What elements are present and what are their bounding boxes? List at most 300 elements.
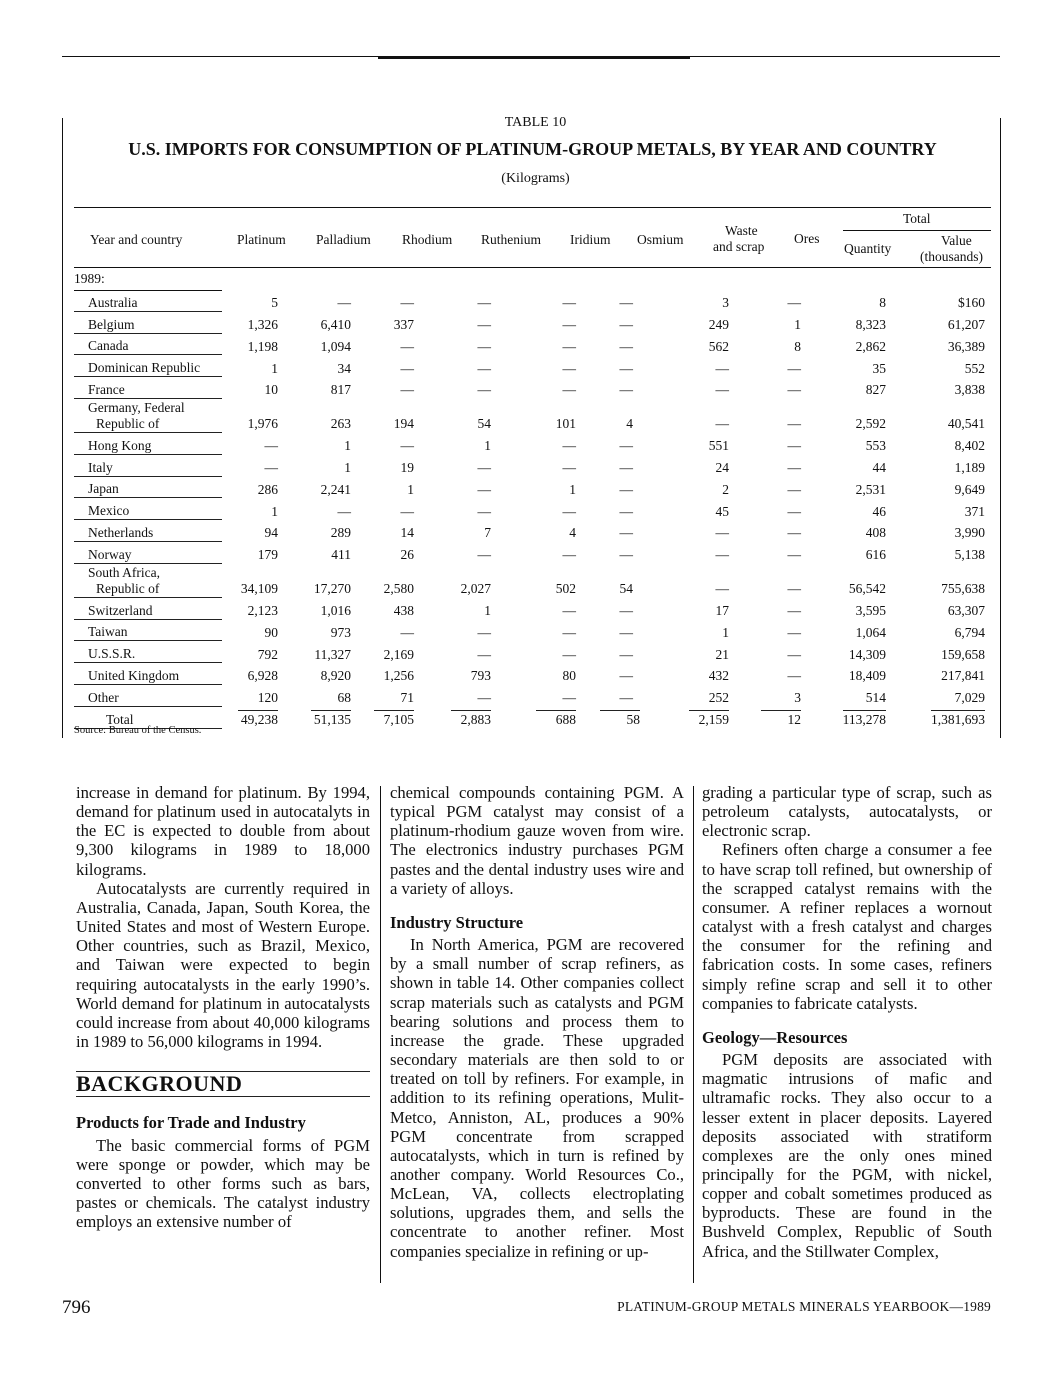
cell-palladium [288,333,371,355]
country-name-line: Canada [88,338,129,354]
cell-value: 36,389 [947,338,985,354]
country-name-line-2: Republic of [96,415,160,431]
cell-rhodium [371,563,442,597]
cell-osmium [600,520,671,542]
heading-industry-structure: Industry Structure [390,912,524,932]
cell-value: 2,123 [247,603,278,619]
cell-total-value [902,541,991,563]
cell-value: — [264,460,278,476]
cell-iridium [525,597,600,619]
header-value: Value [941,233,972,248]
cell-ruthenium [442,563,525,597]
table-row [74,684,991,706]
cell-ores [755,398,811,432]
cell-value: 45 [715,503,729,519]
cell-ruthenium [442,520,525,542]
cell-ores [755,333,811,355]
cell-value: 5 [271,295,278,311]
cell-waste-scrap [671,377,755,399]
cell-rhodium [371,398,442,432]
cell-value: — [619,317,633,333]
cell-total-quantity [811,541,902,563]
cell-value: 1,064 [855,624,886,640]
cell-value: — [787,668,801,684]
cell-value: 263 [330,416,351,432]
table-total-row [74,706,991,728]
cell-rhodium [371,520,442,542]
country-name-line: Italy [88,459,113,475]
cell-total-value [902,663,991,685]
cell-rhodium [371,476,442,498]
cell-value: 551 [708,438,729,454]
cell-platinum [222,333,288,355]
cell-value: — [787,624,801,640]
cell-ruthenium [442,663,525,685]
cell-osmium [600,476,671,498]
cell-palladium [288,541,371,563]
cell-ores [755,706,811,728]
cell-total-value [902,684,991,706]
cell-value: 411 [331,547,351,563]
cell-value: 792 [257,646,278,662]
cell-value: — [787,481,801,497]
cell-iridium [525,663,600,685]
table-row [74,541,991,563]
cell-value: — [400,438,414,454]
table-title: U.S. IMPORTS FOR CONSUMPTION OF PLATINUM-GROUP METALS, BY YEAR AND COUNTRY [128,139,937,159]
cell-ores [755,597,811,619]
table-row [74,619,991,641]
cell-ruthenium [442,398,525,432]
header-and-scrap: and scrap [713,239,765,254]
cell-value: — [477,690,491,706]
cell-ruthenium [442,290,525,311]
table-row [74,377,991,399]
cell-palladium [288,311,371,333]
cell-value: 7,029 [954,690,985,706]
cell-value: 6,794 [954,624,985,640]
cell-palladium [288,476,371,498]
cell-value: 1,326 [247,317,278,333]
cell-value: 1 [271,360,278,376]
cell-value: 44 [872,460,886,476]
cell-osmium [600,541,671,563]
cell-waste-scrap [671,398,755,432]
col2-paragraph-1: chemical compounds containing PGM. A typical PGM catalyst may consist of a platinum-rhodium gauze woven from wire. The electronics industry purchases PGM pastes and the dental industry uses wire and a variety of alloys. [390,783,684,898]
cell-osmium [600,290,671,311]
cell-total-quantity [811,520,902,542]
cell-total-quantity [811,563,902,597]
cell-rhodium [371,684,442,706]
cell-ruthenium [442,541,525,563]
country-name-line: Mexico [88,503,130,519]
cell-value: 34,109 [240,581,278,597]
cell-platinum [222,663,288,685]
cell-value: 553 [865,438,886,454]
cell-value: 2,862 [855,338,886,354]
cell-platinum [222,541,288,563]
cell-value: — [619,690,633,706]
cell-value: 562 [708,338,729,354]
cell-palladium [288,619,371,641]
cell-value: — [619,624,633,640]
table-row [74,333,991,355]
cell-value: 2,580 [383,581,414,597]
cell-ores [755,541,811,563]
cell-value: 19 [400,460,414,476]
row-country-name [74,684,222,706]
cell-value: 8 [879,295,886,311]
cell-value: — [619,525,633,541]
total-span-rule [843,230,991,231]
cell-value: 688 [536,710,576,728]
table-unit: (Kilograms) [501,171,570,186]
cell-palladium [288,563,371,597]
cell-iridium [525,619,600,641]
cell-osmium [600,377,671,399]
cell-value: — [562,438,576,454]
cell-palladium [288,520,371,542]
cell-platinum [222,355,288,377]
cell-waste-scrap [671,663,755,685]
cell-total-quantity [811,454,902,476]
cell-ruthenium [442,706,525,728]
col1-paragraph-2: Autocatalysts are currently required in Australia, Canada, Japan, South Korea, the United States and most of Western Europe. Other countries, such as Brazil, Mexico, and Taiwan were expected to begin requiring autocatalysts in the early 1990’s. World demand for platinum in autocatalysts could increase from about 40,000 kilograms in 1989 to 56,000 kilograms in 1994. [76,878,370,1052]
cell-value: — [562,603,576,619]
cell-value: 8,402 [954,438,985,454]
header-platinum: Platinum [237,232,286,247]
country-name-line: Dominican Republic [88,360,201,376]
row-country-name [74,520,222,542]
cell-value: 1 [722,624,729,640]
cell-iridium [525,476,600,498]
cell-ruthenium [442,454,525,476]
cell-value: 1,189 [954,460,985,476]
cell-value: — [619,360,633,376]
cell-rhodium [371,432,442,454]
cell-value: — [715,581,729,597]
cell-ruthenium [442,597,525,619]
cell-total-quantity [811,476,902,498]
cell-value: — [477,295,491,311]
cell-value: — [477,481,491,497]
cell-rhodium [371,454,442,476]
cell-iridium [525,355,600,377]
country-name-line: United Kingdom [88,667,180,683]
cell-iridium [525,641,600,663]
cell-value: 1,094 [320,338,351,354]
header-iridium: Iridium [570,232,611,247]
cell-value: 40,541 [947,416,985,432]
cell-rhodium [371,641,442,663]
cell-value: 34 [337,360,351,376]
header-ores: Ores [794,231,820,246]
cell-value: — [400,503,414,519]
cell-ruthenium [442,355,525,377]
cell-waste-scrap [671,432,755,454]
cell-value: — [477,460,491,476]
cell-waste-scrap [671,597,755,619]
cell-value: 289 [330,525,351,541]
cell-value: 159,658 [941,646,985,662]
cell-total-quantity [811,684,902,706]
cell-value: — [787,416,801,432]
table-row [74,498,991,520]
cell-value: 973 [330,624,351,640]
top-rule-thick [378,56,690,59]
cell-value: — [477,382,491,398]
country-name-line: France [88,381,125,397]
cell-osmium [600,706,671,728]
cell-value: 217,841 [941,668,985,684]
cell-palladium [288,355,371,377]
cell-value: 1,976 [247,416,278,432]
cell-ores [755,641,811,663]
cell-iridium [525,454,600,476]
cell-palladium [288,377,371,399]
cell-value: 2,883 [451,710,491,728]
cell-value: — [619,547,633,563]
cell-platinum [222,432,288,454]
cell-value: 827 [865,382,886,398]
cell-platinum [222,563,288,597]
cell-total-value [902,563,991,597]
cell-value: — [787,503,801,519]
cell-value: — [787,460,801,476]
cell-value: — [477,317,491,333]
cell-value: — [715,525,729,541]
cell-value: 194 [393,416,414,432]
cell-total-value [902,355,991,377]
row-country-name [74,663,222,685]
cell-waste-scrap [671,706,755,728]
table-row [74,311,991,333]
cell-value: 1 [484,438,491,454]
cell-value: 502 [555,581,576,597]
cell-osmium [600,454,671,476]
cell-palladium [288,641,371,663]
cell-value: 71 [400,690,414,706]
cell-rhodium [371,355,442,377]
cell-value: 3 [794,690,801,706]
cell-ruthenium [442,684,525,706]
cell-value: 817 [330,382,351,398]
country-name-line: Netherlands [88,524,154,540]
cell-osmium [600,333,671,355]
cell-value: — [619,438,633,454]
cell-value: 4 [569,525,576,541]
cell-value: 68 [337,690,351,706]
cell-value: — [562,338,576,354]
cell-value: 51,135 [311,710,351,728]
cell-value: — [715,382,729,398]
cell-iridium [525,290,600,311]
cell-waste-scrap [671,454,755,476]
country-name-line: Other [88,689,119,705]
cell-value: 14 [400,525,414,541]
cell-value: 8,323 [855,317,886,333]
row-country-name [74,641,222,663]
cell-value: 120 [257,690,278,706]
row-country-name [74,597,222,619]
cell-value: — [787,525,801,541]
cell-value: 10 [264,382,278,398]
cell-value: — [562,382,576,398]
cell-palladium [288,454,371,476]
cell-value: — [562,460,576,476]
cell-total-value [902,597,991,619]
cell-value: 80 [562,668,576,684]
cell-value: — [715,360,729,376]
cell-value: — [562,646,576,662]
running-title: PLATINUM-GROUP METALS MINERALS YEARBOOK—1989 [617,1299,991,1314]
cell-osmium [600,498,671,520]
cell-value: — [400,295,414,311]
cell-total-value [902,311,991,333]
country-name-line-2: Republic of [96,580,160,596]
cell-ores [755,432,811,454]
cell-osmium [600,432,671,454]
cell-value: — [715,416,729,432]
cell-value: 24 [715,460,729,476]
cell-value: 793 [470,668,491,684]
cell-value: — [400,382,414,398]
table-row [74,454,991,476]
cell-palladium [288,398,371,432]
cell-ores [755,290,811,311]
cell-value: — [619,338,633,354]
cell-ores [755,684,811,706]
cell-iridium [525,398,600,432]
cell-value: 21 [715,646,729,662]
table-row [74,398,991,432]
cell-value: — [787,360,801,376]
table-row [74,290,991,311]
cell-value: 408 [865,525,886,541]
cell-rhodium [371,498,442,520]
cell-platinum [222,498,288,520]
column-1 [76,783,370,1231]
cell-waste-scrap [671,476,755,498]
cell-palladium [288,597,371,619]
cell-platinum [222,398,288,432]
header-osmium: Osmium [637,232,684,247]
cell-value: 4 [626,416,633,432]
cell-value: 2,169 [383,646,414,662]
cell-value: 46 [872,503,886,519]
cell-total-value [902,520,991,542]
cell-value: 7,105 [374,710,414,728]
cell-total-quantity [811,333,902,355]
column-3 [702,783,992,1261]
cell-iridium [525,333,600,355]
cell-value: 6,928 [247,668,278,684]
cell-platinum [222,684,288,706]
cell-value: 18,409 [848,668,886,684]
header-ruthenium: Ruthenium [481,232,541,247]
row-country-name [74,454,222,476]
cell-value: $160 [958,295,985,311]
cell-iridium [525,432,600,454]
cell-value: — [562,624,576,640]
header-top-rule [74,207,991,208]
cell-value: — [562,547,576,563]
cell-iridium [525,684,600,706]
header-year-country: Year and country [90,232,183,247]
cell-value: 432 [708,668,729,684]
cell-iridium [525,311,600,333]
cell-ruthenium [442,498,525,520]
cell-ruthenium [442,476,525,498]
table-row [74,641,991,663]
cell-iridium [525,541,600,563]
cell-total-quantity [811,597,902,619]
cell-total-value [902,432,991,454]
cell-value: — [787,382,801,398]
cell-rhodium [371,311,442,333]
cell-total-quantity [811,311,902,333]
cell-waste-scrap [671,498,755,520]
cell-value: — [619,668,633,684]
cell-value: 63,307 [947,603,985,619]
cell-ruthenium [442,311,525,333]
cell-waste-scrap [671,563,755,597]
cell-value: 54 [619,581,633,597]
cell-value: 552 [964,360,985,376]
cell-waste-scrap [671,355,755,377]
cell-platinum [222,311,288,333]
cell-osmium [600,619,671,641]
cell-value: — [787,581,801,597]
row-country-name [74,619,222,641]
cell-value: 58 [600,710,640,728]
cell-value: — [562,360,576,376]
cell-value: — [400,624,414,640]
cell-value: — [619,295,633,311]
cell-total-quantity [811,398,902,432]
cell-rhodium [371,619,442,641]
cell-value: 1 [794,317,801,333]
cell-ruthenium [442,432,525,454]
cell-total-quantity [811,355,902,377]
table-row [74,520,991,542]
row-country-name [74,563,222,597]
header-waste: Waste [725,223,758,238]
cell-rhodium [371,597,442,619]
cell-palladium [288,706,371,728]
cell-total-quantity [811,498,902,520]
cell-value: — [562,503,576,519]
country-name-line: South Africa, [88,564,160,580]
heading-geology-resources: Geology—Resources [702,1027,848,1047]
cell-value: — [400,360,414,376]
cell-value: 179 [257,547,278,563]
cell-ruthenium [442,619,525,641]
cell-ores [755,377,811,399]
cell-ores [755,498,811,520]
cell-value: 56,542 [848,581,886,597]
cell-value: 2,531 [855,481,886,497]
cell-palladium [288,290,371,311]
cell-platinum [222,619,288,641]
table-row [74,432,991,454]
year-label: 1989: [74,271,105,286]
cell-rhodium [371,377,442,399]
row-country-name [74,541,222,563]
cell-waste-scrap [671,311,755,333]
cell-platinum [222,290,288,311]
cell-total-quantity [811,706,902,728]
